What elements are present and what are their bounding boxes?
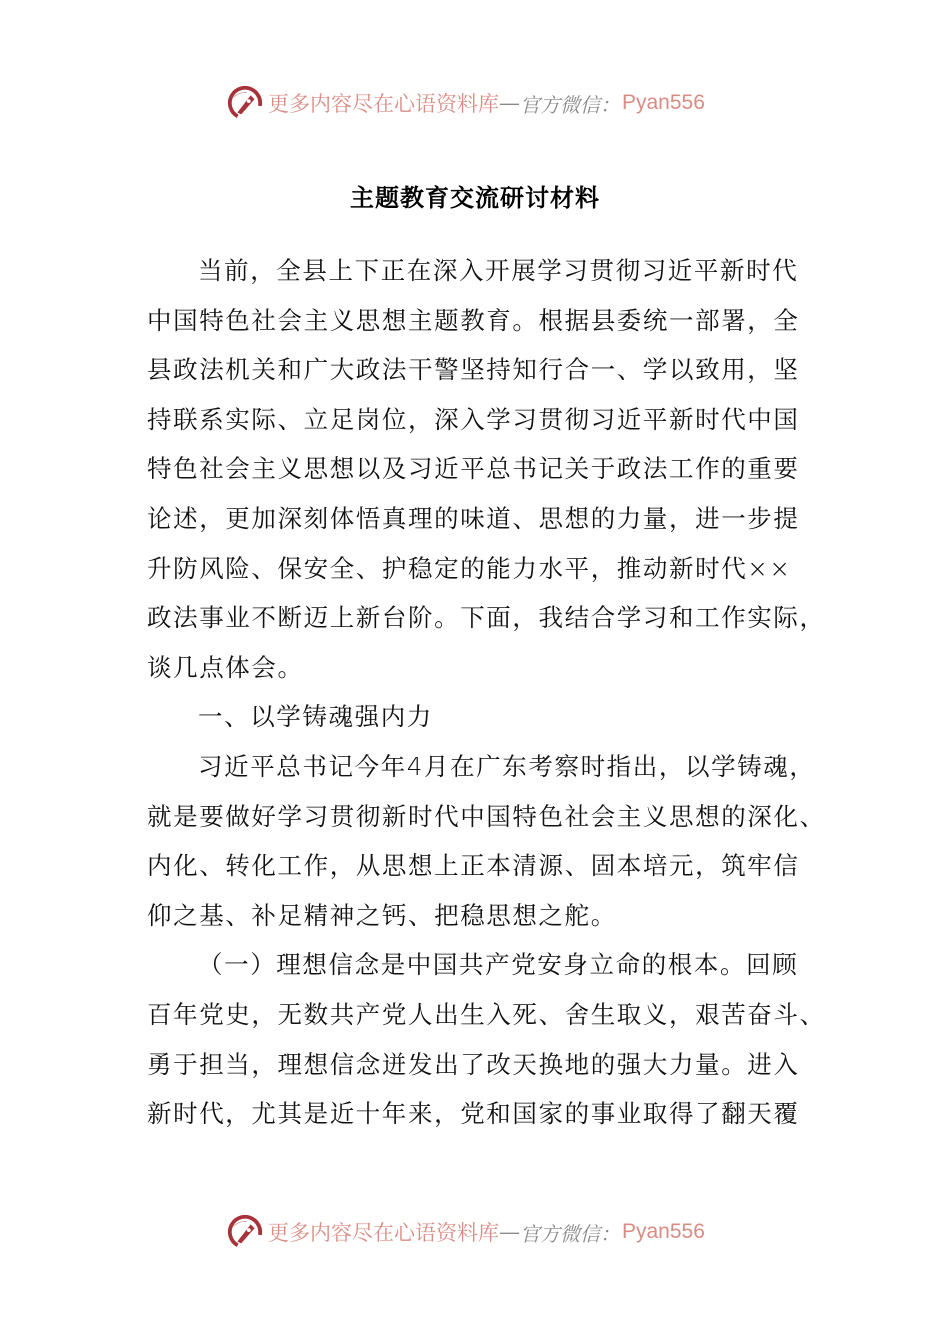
section-heading: 一、以学铸魂强内力: [198, 702, 433, 732]
text-line: 内化、转化工作，从思想上正本清源、固本培元，筑牢信: [147, 851, 800, 881]
text-line: 政法事业不断迈上新台阶。下面，我结合学习和工作实际，: [147, 603, 826, 633]
text-line: 当前，全县上下正在深入开展学习贯彻习近平新时代: [198, 256, 799, 285]
text-line: 习近平总书记今年4月在广东考察时指出，以学铸魂，: [198, 751, 816, 781]
pen-nib-logo-icon: [226, 84, 264, 122]
text-line: 特色社会主义思想以及习近平总书记关于政法工作的重要: [147, 454, 800, 484]
text-line: 百年党史，无数共产党人出生入死、舍生取义，艰苦奋斗、: [147, 999, 826, 1029]
text-line: 就是要做好学习贯彻新时代中国特色社会主义思想的深化、: [147, 801, 826, 831]
text-line: 县政法机关和广大政法干警坚持知行合一、学以致用，坚: [147, 355, 800, 385]
pen-nib-logo-icon: [226, 1213, 264, 1251]
banner-wechat-label: 官方微信：: [520, 92, 620, 117]
document-title: 主题教育交流研讨材料: [350, 184, 600, 212]
banner-wechat-label: 官方微信：: [520, 1221, 620, 1246]
banner-wechat-id: Pyan556: [622, 1220, 705, 1243]
text-line: 升防风险、保安全、护稳定的能力水平，推动新时代××: [147, 553, 792, 583]
header-banner: [226, 83, 705, 123]
footer-banner: [226, 1212, 705, 1252]
banner-separator: —: [499, 91, 520, 115]
banner-wechat-id: Pyan556: [622, 91, 705, 114]
document-body: [147, 246, 826, 1139]
text-line: 勇于担当，理想信念迸发出了改天换地的强大力量。进入: [147, 1049, 800, 1079]
text-line: 论述，更加深刻体悟真理的味道、思想的力量，进一步提: [147, 503, 800, 533]
text-line: 新时代，尤其是近十年来，党和国家的事业取得了翻天覆: [147, 1099, 800, 1129]
text-line: 谈几点体会。: [147, 652, 304, 682]
banner-text: 更多内容尽在心语资料库: [268, 1221, 499, 1245]
text-line: 仰之基、补足精神之钙、把稳思想之舵。: [147, 900, 617, 930]
banner-separator: —: [499, 1220, 520, 1244]
text-line: 中国特色社会主义思想主题教育。根据县委统一部署，全: [147, 305, 800, 335]
subsection-line: （一）理想信念是中国共产党安身立命的根本。回顾: [198, 950, 799, 980]
banner-text: 更多内容尽在心语资料库: [268, 92, 499, 116]
text-line: 持联系实际、立足岗位，深入学习贯彻习近平新时代中国: [147, 404, 800, 434]
